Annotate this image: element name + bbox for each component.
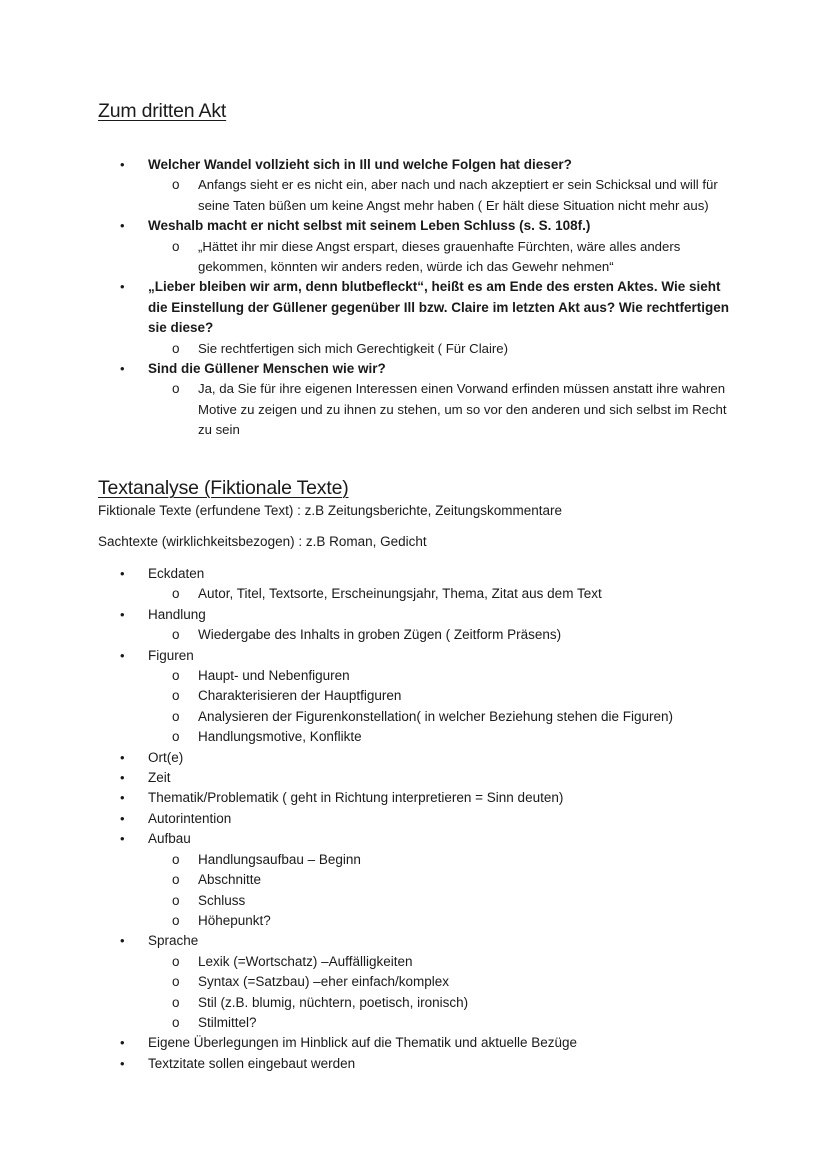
sub-list (148, 666, 738, 748)
sub-list (148, 850, 738, 932)
circle-bullet-icon: o (172, 729, 180, 745)
bullet-icon: • (120, 566, 125, 581)
circle-bullet-icon: o (172, 974, 180, 990)
sub-list-item (148, 727, 738, 747)
circle-bullet-icon: o (172, 668, 180, 684)
checklist-label: Ort(e) (148, 749, 184, 765)
sub-item-text: Stilmittel? (198, 1014, 257, 1030)
checklist-label: Figuren (148, 647, 194, 663)
bullet-icon: • (120, 831, 125, 847)
answer-text: Sie rechtfertigen sich mich Gerechtigkeit ( Für Claire) (198, 340, 509, 356)
checklist-label: Aufbau (148, 831, 191, 847)
sub-list (148, 584, 738, 604)
list-item (98, 1033, 738, 1053)
circle-bullet-icon: o (172, 177, 180, 193)
answer-text: Anfangs sieht er es nicht ein, aber nach und nach akzeptiert er sein Schicksal und will für seine Taten büßen um keine Angst mehr haben ( Er hält diese Situation nicht mehr aus) (198, 177, 718, 213)
bullet-icon: • (120, 1035, 125, 1051)
sub-item-text: Handlungsaufbau – Beginn (198, 851, 361, 867)
list-item (98, 277, 738, 359)
bullet-icon: • (120, 810, 125, 826)
list-item (98, 788, 738, 808)
answer-list (148, 175, 738, 216)
sub-item-text: Handlungsmotive, Konflikte (198, 729, 362, 745)
bullet-icon: • (120, 647, 125, 663)
sub-item-text: Abschnitte (198, 872, 262, 888)
list-item (98, 748, 738, 768)
list-item (98, 646, 738, 748)
circle-bullet-icon: o (172, 381, 180, 397)
bullet-icon: • (120, 361, 125, 377)
list-item (98, 768, 738, 788)
sub-list-item (148, 625, 738, 645)
sub-item-text: Haupt- und Nebenfiguren (198, 668, 350, 684)
answer-text: Ja, da Sie für ihre eigenen Interessen einen Vorwand erfinden müssen anstatt ihre wahren Motive zu zeigen und zu ihnen zu stehen, um so vor den anderen und sich selbst im Recht zu sein (198, 381, 727, 438)
circle-bullet-icon: o (172, 892, 180, 908)
answer-text: „Hättet ihr mir diese Angst erspart, dieses grauenhafte Fürchten, wäre alles anders gekommen, könnten wir anders reden, würde ich das Gewehr nehmen“ (198, 238, 681, 275)
bullet-icon: • (120, 790, 125, 806)
list-item (98, 931, 738, 1033)
question-list (98, 155, 738, 441)
answer-list (148, 237, 738, 278)
circle-bullet-icon: o (172, 872, 180, 888)
circle-bullet-icon: o (172, 238, 180, 254)
checklist-label: Handlung (148, 606, 206, 622)
list-item (98, 829, 738, 931)
circle-bullet-icon: o (172, 586, 180, 602)
list-item (98, 1054, 738, 1074)
sub-list-item (148, 911, 738, 931)
list-item (98, 809, 738, 829)
sub-item-text: Autor, Titel, Textsorte, Erscheinungsjahr, Thema, Zitat aus dem Text (198, 586, 602, 602)
checklist-label: Thematik/Problematik ( geht in Richtung interpretieren = Sinn deuten) (148, 790, 564, 806)
bullet-icon: • (120, 606, 125, 622)
sub-list-item (148, 237, 738, 278)
list-item (98, 605, 738, 646)
section-heading-textanalyse: Textanalyse (Fiktionale Texte) (98, 477, 349, 499)
circle-bullet-icon: o (172, 912, 180, 928)
sub-item-text: Stil (z.B. blumig, nüchtern, poetisch, ironisch) (198, 994, 469, 1010)
definition-fiktionale-texte: Fiktionale Texte (erfundene Text) : z.B Zeitungsberichte, Zeitungskommentare (98, 503, 562, 518)
bullet-icon: • (120, 933, 125, 949)
bullet-icon: • (120, 770, 125, 786)
sub-list-item (148, 666, 738, 686)
bullet-icon: • (120, 157, 125, 172)
question-text: Welcher Wandel vollzieht sich in Ill und welche Folgen hat dieser? (148, 157, 572, 172)
bullet-icon: • (120, 279, 125, 295)
section-heading-dritter-akt: Zum dritten Akt (98, 100, 227, 122)
sub-list (148, 625, 738, 645)
checklist-label: Textzitate sollen eingebaut werden (148, 1055, 356, 1071)
checklist-label: Zeit (148, 770, 171, 786)
sub-list-item (148, 584, 738, 604)
checklist-label: Eigene Überlegungen im Hinblick auf die Thematik und aktuelle Bezüge (148, 1035, 578, 1051)
bullet-icon: • (120, 749, 125, 765)
answer-list (148, 339, 738, 359)
circle-bullet-icon: o (172, 1014, 180, 1030)
sub-list-item (148, 686, 738, 706)
sub-item-text: Schluss (198, 892, 246, 908)
checklist-label: Autorintention (148, 810, 232, 826)
checklist-label: Sprache (148, 933, 199, 949)
list-item (98, 216, 738, 277)
question-text: Weshalb macht er nicht selbst mit seinem Leben Schluss (s. S. 108f.) (148, 218, 591, 234)
circle-bullet-icon: o (172, 708, 180, 724)
circle-bullet-icon: o (172, 627, 180, 643)
circle-bullet-icon: o (172, 688, 180, 704)
sub-list-item (148, 952, 738, 972)
sub-list-item (148, 1013, 738, 1033)
sub-item-text: Analysieren der Figurenkonstellation( in welcher Beziehung stehen die Figuren) (198, 708, 674, 724)
circle-bullet-icon: o (172, 851, 180, 867)
question-text: Sind die Güllener Menschen wie wir? (148, 361, 386, 377)
sub-list-item (148, 972, 738, 992)
sub-item-text: Syntax (=Satzbau) –eher einfach/komplex (198, 974, 450, 990)
list-item (98, 564, 738, 605)
definition-sachtexte: Sachtexte (wirklichkeitsbezogen) : z.B Roman, Gedicht (98, 534, 427, 549)
circle-bullet-icon: o (172, 994, 180, 1010)
list-item (98, 359, 738, 441)
bullet-icon: • (120, 218, 125, 234)
question-text: „Lieber bleiben wir arm, denn blutbefleckt“, heißt es am Ende des ersten Aktes. Wie sieht die Einstellung der Güllener gegenüber Ill bzw. Claire im letzten Akt aus? Wie rechtfertigen sie diese? (148, 279, 729, 336)
sub-item-text: Wiedergabe des Inhalts in groben Zügen ( Zeitform Präsens) (198, 627, 562, 643)
sub-list-item (148, 850, 738, 870)
sub-list-item (148, 707, 738, 727)
sub-list-item (148, 993, 738, 1013)
bullet-icon: • (120, 1055, 125, 1071)
analysis-checklist (98, 564, 738, 1074)
checklist-label: Eckdaten (148, 566, 205, 581)
sub-item-text: Höhepunkt? (198, 912, 271, 928)
sub-item-text: Charakterisieren der Hauptfiguren (198, 688, 402, 704)
sub-list-item (148, 891, 738, 911)
sub-item-text: Lexik (=Wortschatz) –Auffälligkeiten (198, 953, 413, 969)
circle-bullet-icon: o (172, 953, 180, 969)
answer-list (148, 379, 738, 440)
sub-list-item (148, 339, 738, 359)
list-item (98, 155, 738, 216)
sub-list (148, 952, 738, 1034)
circle-bullet-icon: o (172, 340, 180, 356)
sub-list-item (148, 870, 738, 890)
sub-list-item (148, 379, 738, 440)
sub-list-item (148, 175, 738, 216)
